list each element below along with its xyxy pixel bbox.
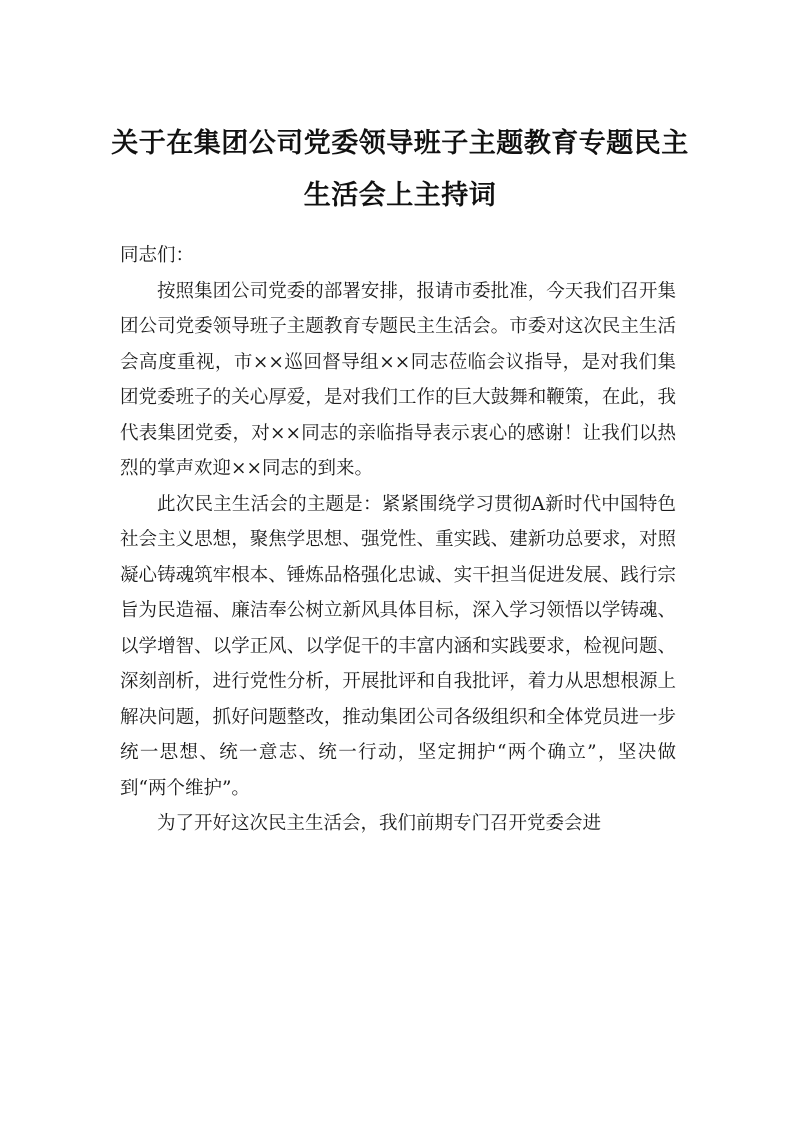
- document-body: [120, 238, 676, 842]
- document-title: 关于在集团公司党委领导班子主题教育专题民主生活会上主持词: [111, 128, 689, 211]
- salutation: 同志们：: [120, 245, 195, 266]
- paragraph-3: 为了开好这次民主生活会，我们前期专门召开党委会进: [157, 813, 602, 834]
- paragraph-2: 此次民主生活会的主题是：紧紧围绕学习贯彻A新时代中国特色社会主义思想，聚焦学思想、强党性、重实践、建新功总要求，对照凝心铸魂筑牢根本、锤炼品格强化忠诚、实干担当促进发展、践行宗旨为民造福、廉洁奉公树立新风具体目标，深入学习领悟以学铸魂、以学增智、以学正风、以学促干的丰富内涵和实践要求，检视问题、深刻剖析，进行党性分析，开展批评和自我批评，着力从思想根源上解决问题，抓好问题整改，推动集团公司各级组织和全体党员进一步统一思想、统一意志、统一行动，坚定拥护“两个确立”，坚决做到“两个维护”。: [120, 493, 676, 799]
- paragraph-1: 按照集团公司党委的部署安排，报请市委批准，今天我们召开集团公司党委领导班子主题教育专题民主生活会。市委对这次民主生活会高度重视，市××巡回督导组××同志莅临会议指导，是对我们集团党委班子的关心厚爱，是对我们工作的巨大鼓舞和鞭策，在此，我代表集团党委，对××同志的亲临指导表示衷心的感谢！让我们以热烈的掌声欢迎××同志的到来。: [120, 280, 676, 479]
